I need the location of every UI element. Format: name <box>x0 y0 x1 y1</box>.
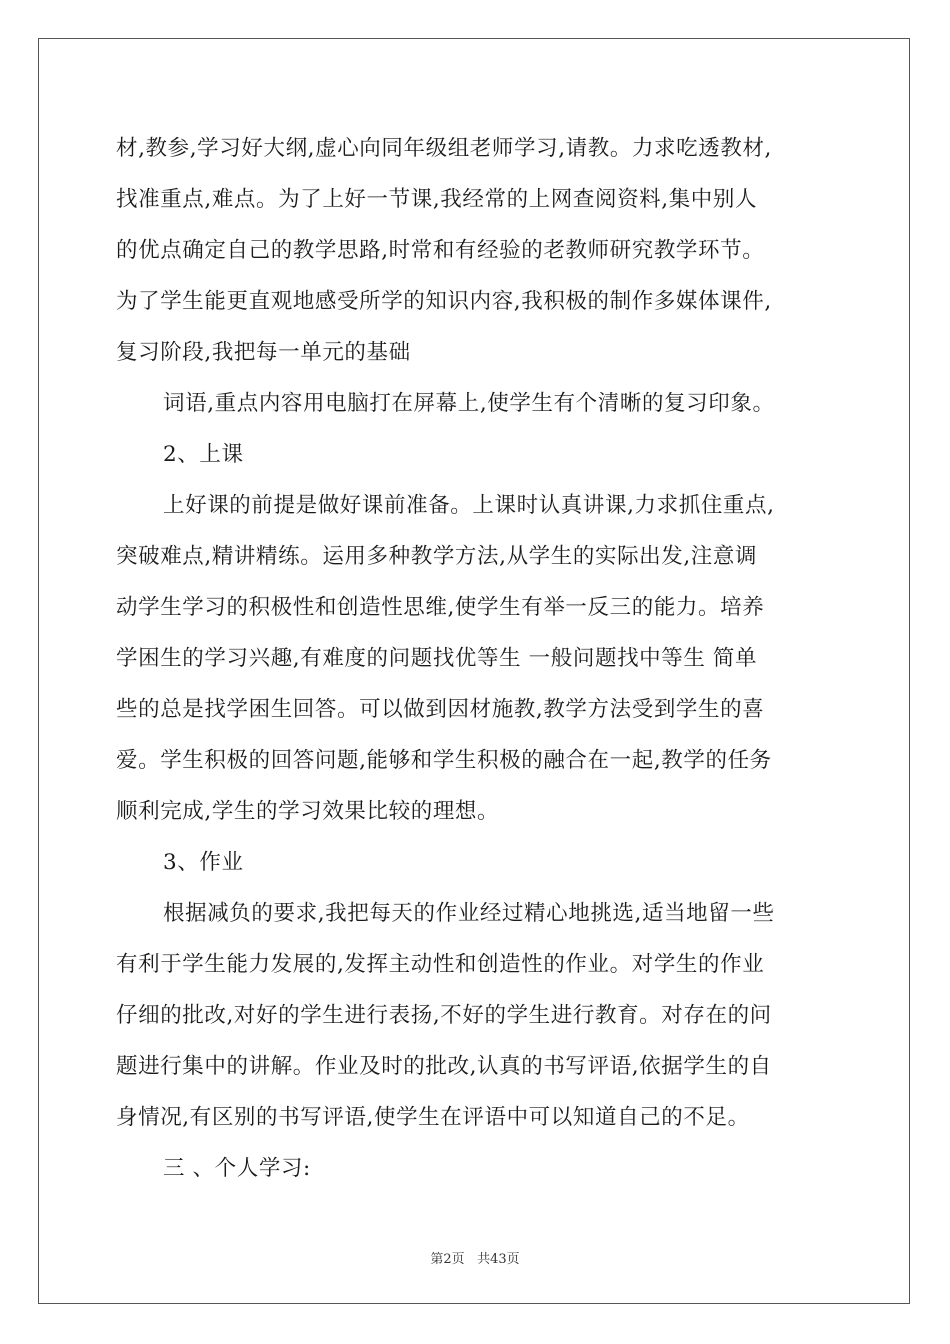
text-line: 材,教参,学习好大纲,虚心向同年级组老师学习,请教。力求吃透教材, <box>116 136 772 161</box>
text-line: 题进行集中的讲解。作业及时的批改,认真的书写评语,依据学生的自 <box>116 1054 772 1079</box>
paragraph-start: 根据减负的要求,我把每天的作业经过精心地挑选,适当地留一些 <box>163 901 775 926</box>
text-line: 仔细的批改,对好的学生进行表扬,不好的学生进行教育。对存在的问 <box>116 1003 772 1028</box>
text-line: 身情况,有区别的书写评语,使学生在评语中可以知道自己的不足。 <box>116 1105 750 1130</box>
paragraph-start: 词语,重点内容用电脑打在屏幕上,使学生有个清晰的复习印象。 <box>163 391 775 416</box>
document-body <box>116 123 834 1194</box>
text-line: 为了学生能更直观地感受所学的知识内容,我积极的制作多媒体课件, <box>116 289 772 314</box>
total-pages: 共43页 <box>477 1252 520 1267</box>
text-line: 有利于学生能力发展的,发挥主动性和创造性的作业。对学生的作业 <box>116 952 765 977</box>
text-line: 突破难点,精讲精练。运用多种教学方法,从学生的实际出发,注意调 <box>116 544 758 569</box>
text-line: 学困生的学习兴趣,有难度的问题找优等生 一般问题找中等生 简单 <box>116 646 758 671</box>
page-footer <box>0 1248 950 1267</box>
text-line: 爱。学生积极的回答问题,能够和学生积极的融合在一起,教学的任务 <box>116 748 772 773</box>
text-line: 些的总是找学困生回答。可以做到因材施教,教学方法受到学生的喜 <box>116 697 765 722</box>
section-heading-class: 2、上课 <box>163 442 244 467</box>
text-line: 的优点确定自己的教学思路,时常和有经验的老教师研究教学环节。 <box>116 238 765 263</box>
text-line: 复习阶段,我把每一单元的基础 <box>116 340 411 365</box>
text-line: 找准重点,难点。为了上好一节课,我经常的上网查阅资料,集中别人 <box>116 187 758 212</box>
section-heading-personal-study: 三 、个人学习: <box>163 1156 311 1181</box>
text-line: 顺利完成,学生的学习效果比较的理想。 <box>116 799 500 824</box>
text-line: 动学生学习的积极性和创造性思维,使学生有举一反三的能力。培养 <box>116 595 765 620</box>
page-number: 第2页 <box>430 1252 465 1267</box>
paragraph-start: 上好课的前提是做好课前准备。上课时认真讲课,力求抓住重点, <box>163 493 775 518</box>
section-heading-homework: 3、作业 <box>163 850 244 875</box>
